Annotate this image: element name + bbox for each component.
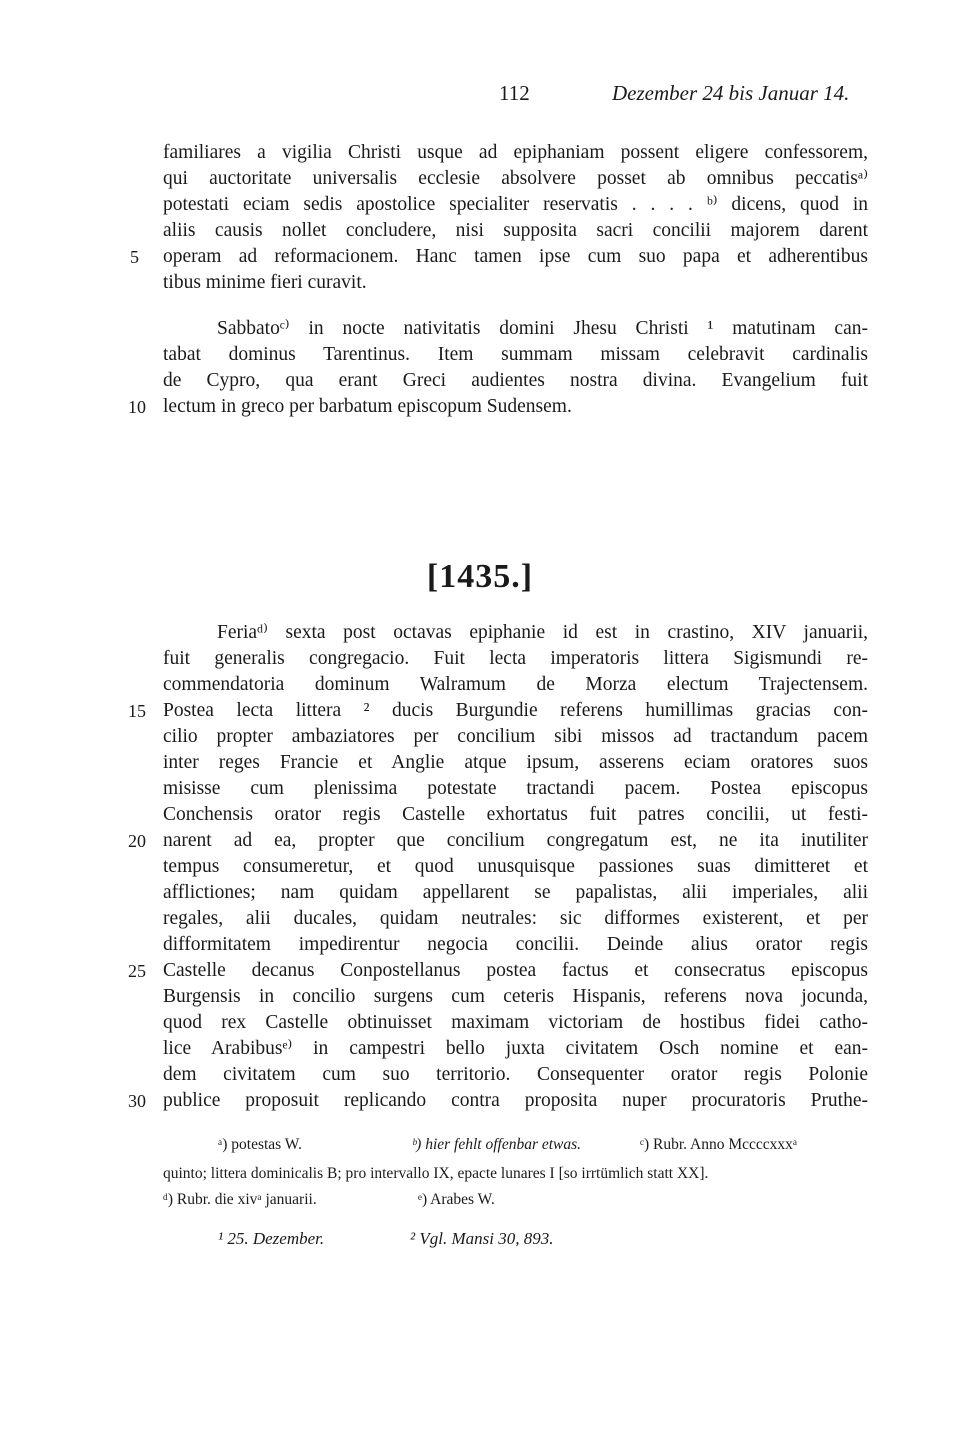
text-line: Conchensis orator regis Castelle exhortatus fuit patres concilii, ut festi- [163, 804, 868, 825]
note-1: ¹ 25. Dezember. [218, 1229, 325, 1248]
text-line: potestati eciam sedis apostolice specialiter reservatis . . . . ᵇ⁾ dicens, quod in [163, 194, 868, 215]
year-heading: [1435.] [426, 558, 534, 595]
text-line: familiares a vigilia Christi usque ad epiphaniam possent eligere confessorem, [163, 142, 868, 163]
text-line: Burgensis in concilio surgens cum ceteris Hispanis, referens nova jocunda, [163, 986, 868, 1007]
text-line: qui auctoritate universalis ecclesie absolvere posset ab omnibus peccatisᵃ⁾ [163, 168, 868, 189]
text-line: tibus minime fieri curavit. [163, 272, 367, 293]
text-line: Postea lecta littera ² ducis Burgundie referens humillimas gracias con- [163, 700, 868, 721]
footnote-a: ᵃ) potestas W. [218, 1136, 302, 1153]
line-number: 25 [128, 961, 146, 981]
text-line: cilio propter ambaziatores per concilium sibi missos ad tractandum pacem [163, 726, 868, 747]
text-line: lectum in greco per barbatum episcopum Sudensem. [163, 396, 572, 417]
text-line: afflictiones; nam quidam appellarent se papalistas, alii imperiales, alii [163, 882, 868, 903]
text-line: Sabbatoᶜ⁾ in nocte nativitatis domini Jhesu Christi ¹ matutinam can- [217, 318, 868, 339]
text-line: operam ad reformacionem. Hanc tamen ipse cum suo papa et adherentibus [163, 246, 868, 267]
page-number: 112 [499, 81, 530, 105]
line-number: 5 [130, 247, 139, 267]
text-line: dem civitatem cum suo territorio. Consequenter orator regis Polonie [163, 1064, 868, 1085]
text-line: tempus consumeretur, et quod unusquisque passiones suas dimitteret et [163, 856, 868, 877]
text-line: publice proposuit replicando contra proposita nuper procuratoris Pruthe- [163, 1090, 868, 1111]
footnote-d: ᵈ) Rubr. die xivᵃ januarii. [163, 1191, 317, 1208]
line-number: 15 [128, 701, 146, 721]
note-2: ² Vgl. Mansi 30, 893. [410, 1229, 554, 1248]
text-line: narent ad ea, propter que concilium congregatum est, ne ita inutiliter [163, 830, 868, 851]
text-line: Feriaᵈ⁾ sexta post octavas epiphanie id est in crastino, XIV januarii, [217, 622, 868, 643]
text-line: lice Arabibusᵉ⁾ in campestri bello juxta civitatem Osch nomine et ean- [163, 1038, 868, 1059]
footnote-b: ᵇ) hier fehlt offenbar etwas. [412, 1136, 582, 1153]
text-line: fuit generalis congregacio. Fuit lecta imperatoris littera Sigismundi re- [163, 648, 868, 669]
text-line: misisse cum plenissima potestate tractandi pacem. Postea episcopus [163, 778, 868, 799]
text-line: Castelle decanus Conpostellanus postea factus et consecratus episcopus [163, 960, 868, 981]
text-line: quod rex Castelle obtinuisset maximam victoriam de hostibus fidei catho- [163, 1012, 868, 1033]
running-title: Dezember 24 bis Januar 14. [612, 81, 850, 105]
footnote-c: ᶜ) Rubr. Anno Mccccxxxᵃ [640, 1136, 798, 1153]
line-number: 20 [128, 831, 146, 851]
line-number: 30 [128, 1091, 146, 1111]
footnote-e: ᵉ) Arabes W. [418, 1191, 495, 1208]
text-line: inter reges Francie et Anglie atque ipsum, asserens eciam oratores suos [163, 752, 868, 773]
text-line: aliis causis nollet concludere, nisi supposita sacri concilii majorem darent [163, 220, 868, 241]
text-line: tabat dominus Tarentinus. Item summam missam celebravit cardinalis [163, 344, 868, 365]
footnote-c-continued: quinto; littera dominicalis B; pro intervallo IX, epacte lunares I [so irrtümlich statt XX]. [163, 1165, 709, 1182]
text-line: regales, alii ducales, quidam neutrales: sic difformes existerent, et per [163, 908, 868, 929]
text-line: commendatoria dominum Walramum de Morza electum Trajectensem. [163, 674, 868, 695]
line-number: 10 [128, 397, 146, 417]
text-line: de Cypro, qua erant Greci audientes nostra divina. Evangelium fuit [163, 370, 868, 391]
text-line: difformitatem impedirentur negocia concilii. Deinde alius orator regis [163, 934, 868, 955]
